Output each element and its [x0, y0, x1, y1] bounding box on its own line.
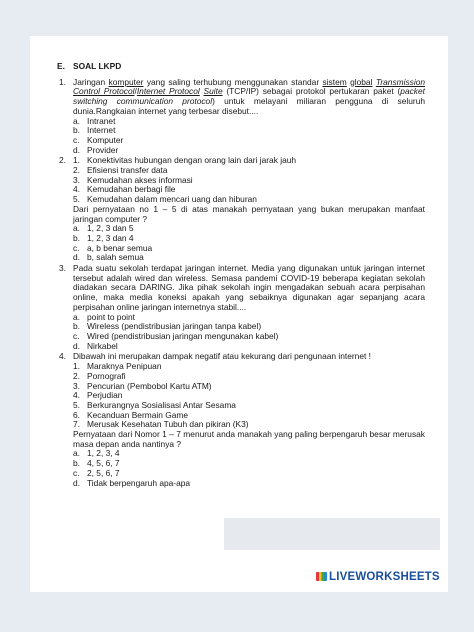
section-letter: E. [57, 61, 65, 71]
option-d[interactable] [73, 146, 425, 156]
item-text: Kecanduan Bermain Game [87, 409, 189, 420]
section-title [57, 62, 425, 72]
question-number: 3. [59, 263, 66, 274]
item-number: 5. [73, 399, 80, 410]
option-text: Provider [87, 144, 119, 155]
option-label: c. [73, 467, 80, 478]
item-number: 3. [73, 174, 80, 185]
brand-watermark [316, 571, 440, 583]
worksheet-content [57, 62, 425, 489]
section-title-text: SOAL LKPD [73, 61, 122, 71]
option-text: 1, 2, 3 dan 5 [87, 223, 134, 234]
option-label: c. [73, 134, 80, 145]
option-a[interactable] [73, 449, 425, 459]
option-text: Komputer [87, 134, 124, 145]
option-text: 4, 5, 6, 7 [87, 458, 120, 469]
text-fragment: Suite [203, 86, 223, 97]
option-text: 1, 2, 3, 4 [87, 448, 120, 459]
option-text: Tidak berpengaruh apa-apa [87, 477, 191, 488]
item-text: Efisiensi transfer data [87, 165, 168, 176]
option-label: a. [73, 448, 80, 459]
option-c[interactable] [73, 136, 425, 146]
option-d[interactable] [73, 479, 425, 489]
text-fragment: yang saling terhubung menggunakan standar [143, 76, 323, 87]
option-text: Nirkabel [87, 340, 118, 351]
option-label: b. [73, 321, 80, 332]
text-fragment: sistem [322, 76, 347, 87]
item-text: Konektivitas hubungan dengan orang lain dari jarak jauh [87, 155, 297, 166]
liveworksheets-logo-icon [316, 572, 327, 581]
item-number: 3. [73, 380, 80, 391]
option-d[interactable] [73, 253, 425, 263]
item-number: 1. [73, 361, 80, 372]
item-number: 2. [73, 165, 80, 176]
item-text: Perjudian [87, 390, 123, 401]
option-text: Wired (pendistribusian jaringan mengunakan kabel) [87, 330, 279, 341]
item-text: Pornografi [87, 370, 126, 381]
item-number: 2. [73, 370, 80, 381]
item-number: 4. [73, 184, 80, 195]
item-text: Kemudahan akses informasi [87, 174, 193, 185]
item-text: Kemudahan berbagi file [87, 184, 176, 195]
question-text: Pada suatu sekolah terdapat jaringan internet. Media yang digunakan untuk jaringan internet tersebut adalah wired dan wireless. Semasa pandemi COVID-19 beberapa kegiatan sekolah diadakan secara DARING. Jika pihak sekolah ingin mengadakan sebuah acara perpisahan online, maka media koneksi apakah yang sebaiknya digunakan agar sepanjang acara perpisahan online jaringan internetnya stabil.... [73, 263, 425, 312]
option-label: b. [73, 232, 80, 243]
question-3 [57, 264, 425, 351]
question-text: Dibawah ini merupakan dampak negatif atau kekurang dari pengunaan internet ! [73, 351, 371, 362]
option-a[interactable] [73, 117, 425, 127]
item-number: 1. [73, 155, 80, 166]
option-label: b. [73, 458, 80, 469]
item-number: 5. [73, 194, 80, 205]
question-4 [57, 352, 425, 488]
text-fragment: Transmission Control Protocol [73, 76, 426, 97]
option-label: a. [73, 223, 80, 234]
question-text: Dari pernyataan no 1 – 5 di atas manakah pernyataan yang bukan merupakan manfaat jaringan computer ? [73, 203, 425, 224]
item-number: 4. [73, 390, 80, 401]
item-number: 6. [73, 409, 80, 420]
option-text: a, b benar semua [87, 242, 153, 253]
option-d[interactable] [73, 342, 425, 352]
option-label: b. [73, 125, 80, 136]
item-text: Merusak Kesehatan Tubuh dan pikiran (K3) [87, 419, 249, 430]
item-text: Berkurangnya Sosialisasi Antar Sesama [87, 399, 236, 410]
item-text: Pencurian (Pembobol Kartu ATM) [87, 380, 212, 391]
option-label: d. [73, 477, 80, 488]
option-c[interactable] [73, 332, 425, 342]
text-fragment: / [134, 86, 137, 97]
option-label: c. [73, 330, 80, 341]
question-2 [57, 156, 425, 263]
option-label: d. [73, 252, 80, 263]
question-number: 2. [59, 155, 66, 166]
item-text: Maraknya Penipuan [87, 361, 162, 372]
question-text [73, 78, 425, 117]
answer-input-box[interactable] [224, 518, 440, 550]
brand-text: LIVEWORKSHEETS [329, 571, 440, 583]
option-label: a. [73, 115, 80, 126]
text-fragment: global [350, 76, 373, 87]
option-text: Internet [87, 125, 116, 136]
option-text: Wireless (pendistribusian jaringan tanpa kabel) [87, 321, 262, 332]
option-label: d. [73, 144, 80, 155]
option-label: a. [73, 311, 80, 322]
option-b[interactable] [73, 459, 425, 469]
statement-item [73, 420, 425, 430]
item-number: 7. [73, 419, 80, 430]
option-text: 1, 2, 3 dan 4 [87, 232, 134, 243]
text-fragment: packet switching communication protocol [73, 86, 425, 107]
statement-item [73, 195, 425, 205]
option-text: Intranet [87, 115, 116, 126]
question-1 [57, 78, 425, 156]
question-number: 4. [59, 351, 66, 362]
item-text: Kemudahan dalam mencari uang dan hiburan [87, 194, 257, 205]
text-fragment: Jaringan [73, 76, 109, 87]
question-number: 1. [59, 76, 66, 87]
statement-item [73, 382, 425, 392]
question-text: Pernyataan dari Nomor 1 – 7 menurut anda manakah yang paling berpengaruh besar merusak masa depan anda nantinya ? [73, 429, 425, 449]
text-fragment: Internet Protocol [136, 86, 200, 97]
option-label: d. [73, 340, 80, 351]
option-label: c. [73, 242, 80, 253]
text-fragment: komputer [108, 76, 144, 87]
option-text: point to point [87, 311, 135, 322]
option-text: b, salah semua [87, 252, 144, 263]
text-fragment: ) untuk melayani miliaran pengguna di seluruh dunia.Rangkaian internet yang terbesar disebut.... [73, 96, 426, 116]
text-fragment: (TCP/IP) sebagai protokol pertukaran paket ( [222, 86, 401, 97]
option-text: 2, 5, 6, 7 [87, 467, 120, 478]
worksheet-page [30, 36, 448, 592]
option-b[interactable] [73, 126, 425, 136]
